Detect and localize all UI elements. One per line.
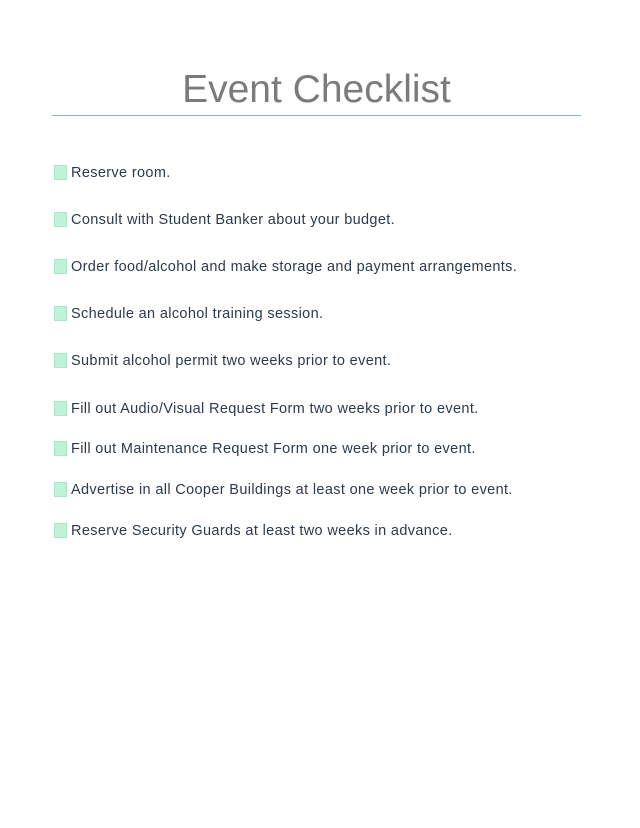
checklist-item-label: Fill out Audio/Visual Request Form two weeks prior to event.: [71, 401, 479, 417]
checklist-item: [54, 440, 614, 460]
checkbox[interactable]: [54, 482, 67, 497]
checklist-item-label: Submit alcohol permit two weeks prior to event.: [71, 353, 392, 369]
checklist-item: [54, 481, 614, 501]
checklist-item: [54, 400, 614, 420]
checklist-item: [54, 258, 614, 278]
title-divider: [52, 115, 581, 116]
checkbox[interactable]: [54, 165, 67, 180]
checkbox[interactable]: [54, 212, 67, 227]
checklist-item-label: Order food/alcohol and make storage and payment arrangements.: [71, 259, 518, 275]
checklist-item: [54, 522, 614, 542]
checkbox[interactable]: [54, 306, 67, 321]
checkbox[interactable]: [54, 353, 67, 368]
checklist-item-label: Reserve room.: [71, 165, 171, 181]
checklist-item: [54, 211, 614, 231]
checklist-item: [54, 305, 614, 325]
checklist-item-label: Advertise in all Cooper Buildings at least one week prior to event.: [71, 482, 513, 498]
checklist-item-label: Reserve Security Guards at least two weeks in advance.: [71, 523, 453, 539]
checklist-item: [54, 352, 614, 372]
checkbox[interactable]: [54, 441, 67, 456]
checkbox[interactable]: [54, 259, 67, 274]
checklist-item-label: Fill out Maintenance Request Form one week prior to event.: [71, 441, 476, 457]
page-title: Event Checklist: [182, 68, 451, 111]
checklist-item-label: Consult with Student Banker about your budget.: [71, 212, 396, 228]
checklist-item: [54, 164, 614, 184]
checkbox[interactable]: [54, 401, 67, 416]
checkbox[interactable]: [54, 523, 67, 538]
checklist-item-label: Schedule an alcohol training session.: [71, 306, 324, 322]
